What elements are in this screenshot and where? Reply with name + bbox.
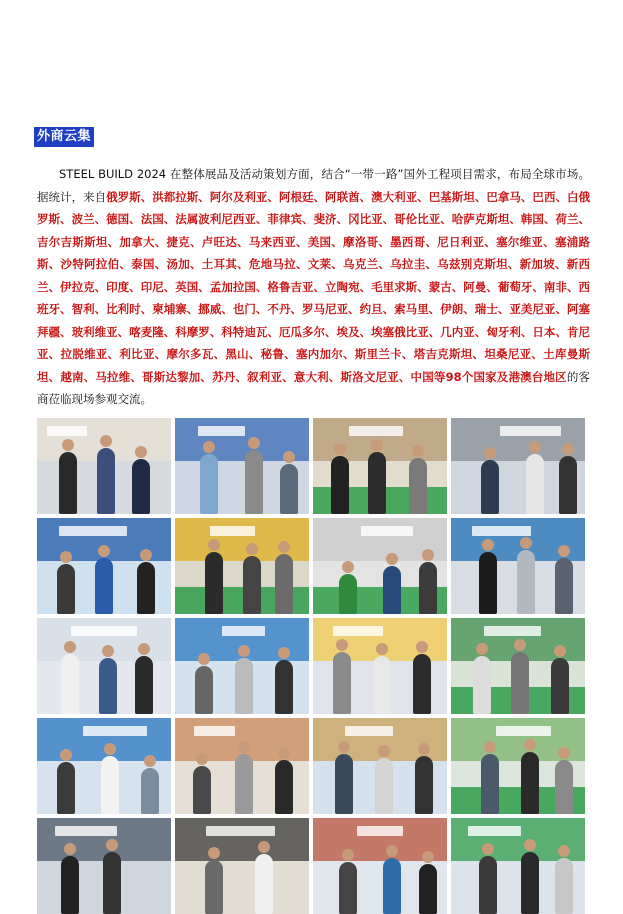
exhibition-photo	[175, 518, 309, 614]
exhibition-photo	[313, 618, 447, 714]
visitor-figure	[275, 760, 293, 814]
section-title: 外商云集	[34, 127, 94, 147]
visitor-figure	[473, 656, 491, 714]
exhibition-photo	[451, 818, 585, 914]
visitor-figure	[97, 448, 115, 514]
visitor-figure	[526, 454, 544, 514]
visitor-figure	[333, 652, 351, 714]
visitor-figure	[409, 458, 427, 514]
visitor-figure	[335, 754, 353, 814]
visitor-figure	[200, 454, 218, 514]
photo-grid	[37, 418, 587, 914]
exhibition-photo	[451, 718, 585, 814]
visitor-figure	[521, 752, 539, 814]
visitor-figure	[551, 658, 569, 714]
visitor-figure	[280, 464, 298, 514]
exhibition-photo	[313, 718, 447, 814]
exhibition-photo	[37, 718, 171, 814]
visitor-figure	[415, 756, 433, 814]
visitor-figure	[57, 564, 75, 614]
exhibition-photo	[175, 418, 309, 514]
visitor-figure	[559, 456, 577, 514]
visitor-figure	[195, 666, 213, 714]
intro-paragraph	[37, 163, 590, 411]
visitor-figure	[419, 864, 437, 914]
exhibition-photo	[175, 618, 309, 714]
country-count-suffix: 个国家及港澳台地区	[461, 369, 567, 384]
exhibition-photo	[37, 818, 171, 914]
visitor-figure	[373, 656, 391, 714]
exhibition-photo	[175, 718, 309, 814]
exhibition-photo	[451, 618, 585, 714]
visitor-figure	[243, 556, 261, 614]
visitor-figure	[193, 766, 211, 814]
exhibition-photo	[37, 418, 171, 514]
visitor-figure	[103, 852, 121, 914]
visitor-figure	[368, 452, 386, 514]
visitor-figure	[511, 652, 529, 714]
exhibition-photo	[451, 518, 585, 614]
visitor-figure	[141, 768, 159, 814]
visitor-figure	[555, 558, 573, 614]
visitor-figure	[59, 452, 77, 514]
visitor-figure	[383, 858, 401, 914]
visitor-figure	[245, 450, 263, 514]
visitor-figure	[481, 754, 499, 814]
exhibition-photo	[37, 618, 171, 714]
visitor-figure	[235, 754, 253, 814]
visitor-figure	[517, 550, 535, 614]
visitor-figure	[481, 460, 499, 514]
visitor-figure	[235, 658, 253, 714]
intro-tail: 的客商莅临现场参观交流。	[37, 369, 591, 406]
visitor-figure	[101, 756, 119, 814]
visitor-figure	[339, 574, 357, 614]
exhibition-photo	[313, 818, 447, 914]
visitor-figure	[383, 566, 401, 614]
visitor-figure	[479, 552, 497, 614]
visitor-figure	[61, 654, 79, 714]
intro-lead: STEEL BUILD 2024 在整体展品及活动策划方面，结合“一带一路”国外工程项目需求，布局全球市场。据统计，来自	[37, 167, 590, 204]
exhibition-photo	[175, 818, 309, 914]
exhibition-photo	[313, 418, 447, 514]
visitor-figure	[419, 562, 437, 614]
country-count: 98	[445, 369, 462, 384]
visitor-figure	[135, 656, 153, 714]
exhibition-photo	[313, 518, 447, 614]
visitor-figure	[275, 554, 293, 614]
visitor-figure	[137, 562, 155, 614]
visitor-figure	[255, 854, 273, 914]
visitor-figure	[57, 762, 75, 814]
visitor-figure	[95, 558, 113, 614]
visitor-figure	[61, 856, 79, 914]
visitor-figure	[275, 660, 293, 714]
visitor-figure	[413, 654, 431, 714]
visitor-figure	[555, 858, 573, 914]
exhibition-photo	[451, 418, 585, 514]
visitor-figure	[132, 459, 150, 514]
visitor-figure	[331, 456, 349, 514]
visitor-figure	[521, 852, 539, 914]
exhibition-photo	[37, 518, 171, 614]
country-list: 俄罗斯、洪都拉斯、阿尔及利亚、阿根廷、阿联酋、澳大利亚、巴基斯坦、巴拿马、巴西、白俄罗斯、波兰、德国、法国、法属波利尼西亚、菲律宾、斐济、冈比亚、哥伦比亚、哈萨克斯坦、韩国、荷兰、吉尔吉斯斯坦、加拿大、捷克、卢旺达、马来西亚、美国、摩洛哥、墨西哥、尼日利亚、塞尔维亚、塞浦路斯、沙特阿拉伯、泰国、汤加、土耳其、危地马拉、文莱、乌克兰、乌拉圭、乌兹别克斯坦、新加坡、新西兰、伊拉克、印度、印尼、英国、孟加拉国、格鲁吉亚、立陶宛、毛里求斯、蒙古、阿曼、葡萄牙、南非、西班牙、智利、比利时、柬埔寨、挪威、也门、不丹、罗马尼亚、约旦、索马里、伊朗、瑞士、亚美尼亚、阿塞拜疆、玻利维亚、喀麦隆、科摩罗、科特迪瓦、厄瓜多尔、埃及、埃塞俄比亚、几内亚、匈牙利、日本、肯尼亚、拉脱维亚、利比亚、摩尔多瓦、黑山、秘鲁、塞内加尔、斯里兰卡、塔吉克斯坦、坦桑尼亚、土库曼斯坦、越南、马拉维、哥斯达黎加、苏丹、叙利亚、意大利、斯洛文尼亚、中国等	[37, 189, 591, 384]
visitor-figure	[375, 758, 393, 814]
visitor-figure	[205, 552, 223, 614]
visitor-figure	[339, 862, 357, 914]
visitor-figure	[479, 856, 497, 914]
visitor-figure	[555, 760, 573, 814]
visitor-figure	[99, 658, 117, 714]
visitor-figure	[205, 860, 223, 914]
